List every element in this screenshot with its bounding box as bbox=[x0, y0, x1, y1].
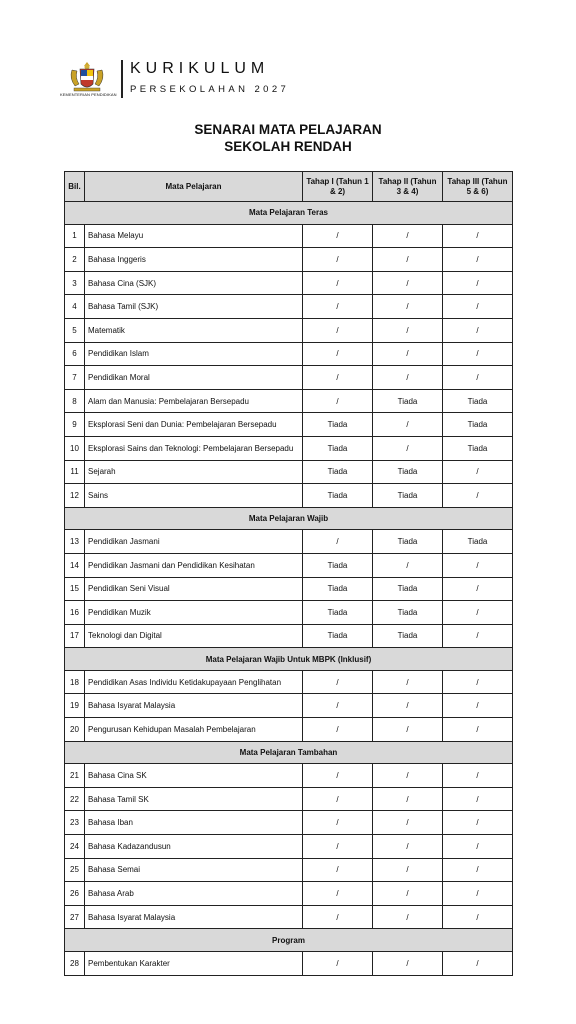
table-row bbox=[65, 577, 513, 601]
table-row bbox=[65, 224, 513, 248]
tahap-3-cell: / bbox=[443, 295, 513, 319]
tahap-1-cell: Tiada bbox=[303, 553, 373, 577]
document-title-line2: SEKOLAH RENDAH bbox=[224, 139, 352, 154]
table-row bbox=[65, 952, 513, 976]
section-row bbox=[65, 648, 513, 671]
row-number: 25 bbox=[65, 858, 85, 882]
table-row bbox=[65, 413, 513, 437]
subject-name: Pendidikan Jasmani dan Pendidikan Kesihatan bbox=[85, 553, 303, 577]
header-tahap-3: Tahap III (Tahun 5 & 6) bbox=[443, 172, 513, 202]
row-number: 12 bbox=[65, 484, 85, 508]
tahap-2-cell: Tiada bbox=[373, 601, 443, 625]
subject-name: Pendidikan Asas Individu Ketidakupayaan Penglihatan bbox=[85, 670, 303, 694]
row-number: 7 bbox=[65, 366, 85, 390]
table-row bbox=[65, 811, 513, 835]
subject-name: Pengurusan Kehidupan Masalah Pembelajaran bbox=[85, 718, 303, 742]
section-row bbox=[65, 507, 513, 530]
subject-name: Matematik bbox=[85, 318, 303, 342]
tahap-3-cell: Tiada bbox=[443, 413, 513, 437]
tahap-1-cell: / bbox=[303, 694, 373, 718]
tahap-1-cell: Tiada bbox=[303, 601, 373, 625]
tahap-1-cell: / bbox=[303, 858, 373, 882]
tahap-3-cell: / bbox=[443, 694, 513, 718]
tahap-1-cell: / bbox=[303, 718, 373, 742]
subject-name: Bahasa Semai bbox=[85, 858, 303, 882]
tahap-3-cell: / bbox=[443, 366, 513, 390]
tahap-3-cell: / bbox=[443, 460, 513, 484]
row-number: 20 bbox=[65, 718, 85, 742]
tahap-3-cell: / bbox=[443, 318, 513, 342]
section-heading: Mata Pelajaran Wajib bbox=[65, 507, 513, 530]
tahap-1-cell: / bbox=[303, 366, 373, 390]
tahap-2-cell: / bbox=[373, 694, 443, 718]
table-row bbox=[65, 787, 513, 811]
table-row bbox=[65, 905, 513, 929]
section-row bbox=[65, 202, 513, 225]
subject-name: Bahasa Inggeris bbox=[85, 248, 303, 272]
tahap-1-cell: / bbox=[303, 670, 373, 694]
tahap-2-cell: Tiada bbox=[373, 577, 443, 601]
row-number: 18 bbox=[65, 670, 85, 694]
tahap-2-cell: / bbox=[373, 787, 443, 811]
tahap-1-cell: / bbox=[303, 248, 373, 272]
tahap-2-cell: / bbox=[373, 882, 443, 906]
table-row bbox=[65, 882, 513, 906]
tahap-2-cell: / bbox=[373, 858, 443, 882]
row-number: 27 bbox=[65, 905, 85, 929]
subject-name: Teknologi dan Digital bbox=[85, 624, 303, 648]
table-row bbox=[65, 718, 513, 742]
tahap-1-cell: Tiada bbox=[303, 436, 373, 460]
tahap-2-cell: / bbox=[373, 318, 443, 342]
tahap-2-cell: / bbox=[373, 436, 443, 460]
table-row bbox=[65, 530, 513, 554]
tahap-2-cell: Tiada bbox=[373, 389, 443, 413]
table-row bbox=[65, 858, 513, 882]
tahap-2-cell: Tiada bbox=[373, 530, 443, 554]
tahap-3-cell: / bbox=[443, 764, 513, 788]
table-row bbox=[65, 342, 513, 366]
subject-name: Bahasa Isyarat Malaysia bbox=[85, 905, 303, 929]
row-number: 9 bbox=[65, 413, 85, 437]
tahap-2-cell: / bbox=[373, 342, 443, 366]
row-number: 28 bbox=[65, 952, 85, 976]
row-number: 23 bbox=[65, 811, 85, 835]
subject-name: Pembentukan Karakter bbox=[85, 952, 303, 976]
tahap-1-cell: / bbox=[303, 295, 373, 319]
tahap-3-cell: / bbox=[443, 718, 513, 742]
subject-name: Eksplorasi Seni dan Dunia: Pembelajaran Bersepadu bbox=[85, 413, 303, 437]
section-heading: Mata Pelajaran Wajib Untuk MBPK (Inklusif) bbox=[65, 648, 513, 671]
tahap-3-cell: / bbox=[443, 601, 513, 625]
table-row bbox=[65, 389, 513, 413]
header-subject: Mata Pelajaran bbox=[85, 172, 303, 202]
tahap-3-cell: / bbox=[443, 224, 513, 248]
row-number: 19 bbox=[65, 694, 85, 718]
tahap-3-cell: / bbox=[443, 553, 513, 577]
subject-name: Pendidikan Moral bbox=[85, 366, 303, 390]
tahap-1-cell: / bbox=[303, 811, 373, 835]
subject-name: Bahasa Arab bbox=[85, 882, 303, 906]
table-row bbox=[65, 764, 513, 788]
table-row bbox=[65, 460, 513, 484]
row-number: 2 bbox=[65, 248, 85, 272]
subject-name: Bahasa Cina SK bbox=[85, 764, 303, 788]
table-row bbox=[65, 318, 513, 342]
table-row bbox=[65, 295, 513, 319]
row-number: 6 bbox=[65, 342, 85, 366]
section-heading: Mata Pelajaran Tambahan bbox=[65, 741, 513, 764]
tahap-1-cell: / bbox=[303, 764, 373, 788]
document-header bbox=[60, 58, 360, 104]
subject-name: Eksplorasi Sains dan Teknologi: Pembelajaran Bersepadu bbox=[85, 436, 303, 460]
subject-name: Pendidikan Jasmani bbox=[85, 530, 303, 554]
row-number: 3 bbox=[65, 271, 85, 295]
tahap-1-cell: / bbox=[303, 952, 373, 976]
table-row bbox=[65, 484, 513, 508]
subject-name: Bahasa Kadazandusun bbox=[85, 835, 303, 859]
subject-name: Pendidikan Seni Visual bbox=[85, 577, 303, 601]
header-bil: Bil. bbox=[65, 172, 85, 202]
section-row bbox=[65, 741, 513, 764]
tahap-1-cell: / bbox=[303, 271, 373, 295]
subject-name: Pendidikan Islam bbox=[85, 342, 303, 366]
subjects-table bbox=[64, 171, 513, 976]
tahap-1-cell: / bbox=[303, 318, 373, 342]
tahap-1-cell: / bbox=[303, 342, 373, 366]
row-number: 11 bbox=[65, 460, 85, 484]
section-row bbox=[65, 929, 513, 952]
section-heading: Mata Pelajaran Teras bbox=[65, 202, 513, 225]
document-title-line1: SENARAI MATA PELAJARAN bbox=[194, 122, 382, 137]
tahap-3-cell: / bbox=[443, 577, 513, 601]
tahap-1-cell: Tiada bbox=[303, 460, 373, 484]
header-divider bbox=[121, 60, 123, 98]
tahap-2-cell: / bbox=[373, 366, 443, 390]
tahap-2-cell: / bbox=[373, 413, 443, 437]
table-row bbox=[65, 271, 513, 295]
tahap-1-cell: / bbox=[303, 905, 373, 929]
tahap-3-cell: / bbox=[443, 484, 513, 508]
tahap-1-cell: Tiada bbox=[303, 577, 373, 601]
subject-name: Alam dan Manusia: Pembelajaran Bersepadu bbox=[85, 389, 303, 413]
tahap-3-cell: / bbox=[443, 787, 513, 811]
subject-name: Bahasa Tamil SK bbox=[85, 787, 303, 811]
tahap-1-cell: / bbox=[303, 787, 373, 811]
tahap-1-cell: Tiada bbox=[303, 624, 373, 648]
subject-name: Sains bbox=[85, 484, 303, 508]
subject-name: Bahasa Melayu bbox=[85, 224, 303, 248]
tahap-2-cell: / bbox=[373, 295, 443, 319]
row-number: 21 bbox=[65, 764, 85, 788]
table-row bbox=[65, 601, 513, 625]
row-number: 24 bbox=[65, 835, 85, 859]
row-number: 15 bbox=[65, 577, 85, 601]
tahap-3-cell: Tiada bbox=[443, 530, 513, 554]
tahap-3-cell: Tiada bbox=[443, 436, 513, 460]
crest-caption: KEMENTERIAN PENDIDIKAN bbox=[60, 92, 117, 97]
tahap-1-cell: / bbox=[303, 530, 373, 554]
tahap-3-cell: / bbox=[443, 624, 513, 648]
subject-name: Bahasa Iban bbox=[85, 811, 303, 835]
row-number: 5 bbox=[65, 318, 85, 342]
tahap-2-cell: / bbox=[373, 811, 443, 835]
tahap-3-cell: / bbox=[443, 271, 513, 295]
tahap-2-cell: / bbox=[373, 670, 443, 694]
row-number: 13 bbox=[65, 530, 85, 554]
section-heading: Program bbox=[65, 929, 513, 952]
tahap-3-cell: / bbox=[443, 835, 513, 859]
tahap-2-cell: / bbox=[373, 553, 443, 577]
tahap-3-cell: Tiada bbox=[443, 389, 513, 413]
row-number: 26 bbox=[65, 882, 85, 906]
table-row bbox=[65, 624, 513, 648]
row-number: 10 bbox=[65, 436, 85, 460]
tahap-2-cell: / bbox=[373, 248, 443, 272]
tahap-1-cell: / bbox=[303, 835, 373, 859]
tahap-3-cell: / bbox=[443, 858, 513, 882]
coat-of-arms-icon bbox=[66, 60, 108, 94]
brand-subtitle: PERSEKOLAHAN 2027 bbox=[130, 84, 290, 95]
tahap-2-cell: / bbox=[373, 905, 443, 929]
tahap-3-cell: / bbox=[443, 248, 513, 272]
row-number: 16 bbox=[65, 601, 85, 625]
tahap-1-cell: / bbox=[303, 389, 373, 413]
tahap-3-cell: / bbox=[443, 905, 513, 929]
table-row bbox=[65, 436, 513, 460]
tahap-2-cell: Tiada bbox=[373, 460, 443, 484]
brand-title: KURIKULUM bbox=[130, 60, 270, 77]
table-row bbox=[65, 670, 513, 694]
tahap-1-cell: Tiada bbox=[303, 484, 373, 508]
tahap-3-cell: / bbox=[443, 882, 513, 906]
table-row bbox=[65, 248, 513, 272]
tahap-2-cell: / bbox=[373, 835, 443, 859]
tahap-1-cell: / bbox=[303, 882, 373, 906]
header-tahap-2: Tahap II (Tahun 3 & 4) bbox=[373, 172, 443, 202]
subject-name: Sejarah bbox=[85, 460, 303, 484]
tahap-3-cell: / bbox=[443, 342, 513, 366]
row-number: 17 bbox=[65, 624, 85, 648]
tahap-3-cell: / bbox=[443, 670, 513, 694]
tahap-3-cell: / bbox=[443, 952, 513, 976]
row-number: 4 bbox=[65, 295, 85, 319]
tahap-1-cell: / bbox=[303, 224, 373, 248]
subject-name: Bahasa Tamil (SJK) bbox=[85, 295, 303, 319]
tahap-3-cell: / bbox=[443, 811, 513, 835]
subject-name: Pendidikan Muzik bbox=[85, 601, 303, 625]
subject-name: Bahasa Isyarat Malaysia bbox=[85, 694, 303, 718]
row-number: 1 bbox=[65, 224, 85, 248]
tahap-2-cell: / bbox=[373, 224, 443, 248]
subject-name: Bahasa Cina (SJK) bbox=[85, 271, 303, 295]
tahap-2-cell: / bbox=[373, 952, 443, 976]
table-row bbox=[65, 835, 513, 859]
table-header-row bbox=[65, 172, 513, 202]
row-number: 14 bbox=[65, 553, 85, 577]
table-row bbox=[65, 553, 513, 577]
tahap-2-cell: Tiada bbox=[373, 624, 443, 648]
tahap-2-cell: / bbox=[373, 764, 443, 788]
tahap-1-cell: Tiada bbox=[303, 413, 373, 437]
row-number: 8 bbox=[65, 389, 85, 413]
header-tahap-1: Tahap I (Tahun 1 & 2) bbox=[303, 172, 373, 202]
table-row bbox=[65, 694, 513, 718]
tahap-2-cell: / bbox=[373, 718, 443, 742]
tahap-2-cell: / bbox=[373, 271, 443, 295]
tahap-2-cell: Tiada bbox=[373, 484, 443, 508]
row-number: 22 bbox=[65, 787, 85, 811]
table-row bbox=[65, 366, 513, 390]
